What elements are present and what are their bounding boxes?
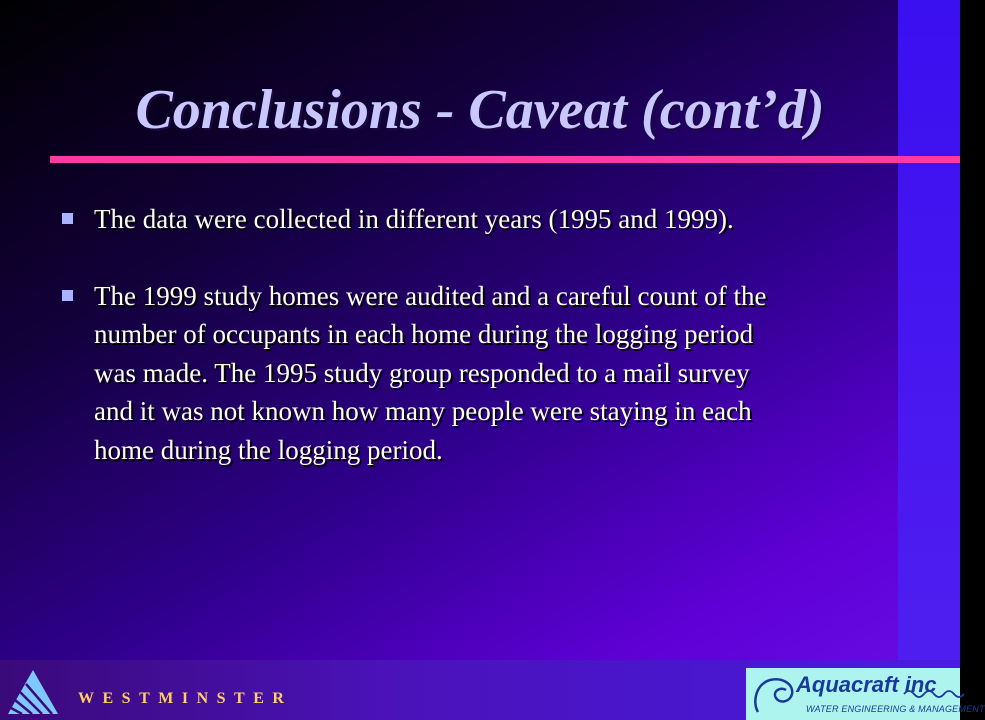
bullet-text: The 1999 study homes were audited and a careful count of the number of occupants in each home during the logging period was made. The 1995 study group responded to a mail survey and it was not known how many people were staying in each home during the logging period. <box>94 280 767 465</box>
westminster-logo-icon <box>6 668 60 716</box>
title-divider <box>50 156 960 163</box>
slide-title: Conclusions - Caveat (cont’d) <box>135 79 825 141</box>
wave-icon <box>904 688 964 700</box>
aquacraft-tagline: WATER ENGINEERING & MANAGEMENT <box>806 704 985 714</box>
aquacraft-name: Aquacraft inc <box>796 672 937 697</box>
bullet-text: The data were collected in different years (1995 and 1999). <box>94 204 734 234</box>
aquacraft-logo <box>746 668 985 720</box>
bullet-square-icon <box>62 290 73 301</box>
bullet-item <box>62 277 782 470</box>
bullet-item <box>62 200 782 239</box>
westminster-wordmark: WESTMINSTER <box>78 690 293 707</box>
bullet-list <box>62 200 782 507</box>
bullet-square-icon <box>62 213 73 224</box>
aquacraft-logo-icon <box>750 672 798 718</box>
